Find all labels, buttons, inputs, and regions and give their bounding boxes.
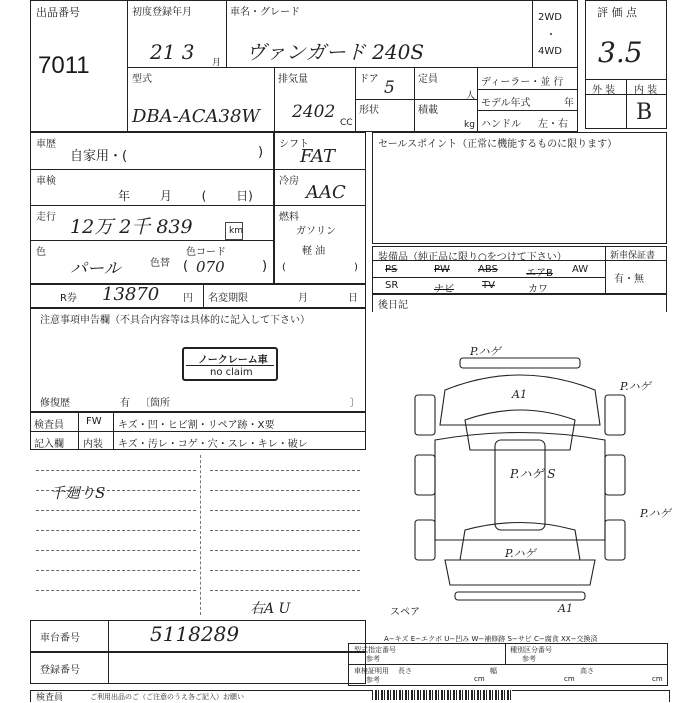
deadline-label: 名変期限 <box>208 293 248 304</box>
inspector-label-1: 検査員 <box>34 420 64 431</box>
history-value: 自家用・( <box>70 149 128 164</box>
sales-point-label: セールスポイント（正常に機能するものに限ります） <box>378 139 618 150</box>
length-label: 長さ <box>398 667 412 675</box>
width-unit: cm <box>564 675 575 683</box>
first-reg-label: 初度登録年月 <box>132 7 192 18</box>
type-ref: 参考 <box>522 655 536 663</box>
model-label: 型式 <box>132 74 152 85</box>
equip-tv: TV <box>482 280 495 291</box>
recycle-box <box>30 284 366 308</box>
recycle-label: R券 <box>60 293 77 304</box>
interior-insp-label: 内装 <box>83 439 103 450</box>
color-repaint-label: 色替 <box>150 258 170 269</box>
cert-box <box>348 664 668 686</box>
notes-label: 注意事項申告欄（不具合内容等は具体的に記入して下さい） <box>40 315 310 326</box>
inspector-label-2: 記入欄 <box>34 439 64 450</box>
remarks-header <box>372 294 667 312</box>
reg-label: 登録番号 <box>40 665 80 676</box>
spec-box <box>348 643 668 665</box>
inspection-value: 年 月 ( 日) <box>118 189 253 203</box>
repair-label: 修復歴 <box>40 398 70 409</box>
fuel-label: 燃料 <box>279 212 299 223</box>
chassis-value: 5118289 <box>150 622 240 646</box>
color-code-label: 色コード <box>186 247 226 258</box>
diag-label-1: P.ハゲ <box>470 345 501 358</box>
color-paren-close: ) <box>262 259 268 274</box>
type-label: 種別区分番号 <box>510 646 552 654</box>
mileage-value: 12万 2千 839 <box>70 216 193 238</box>
length-unit: cm <box>474 675 485 683</box>
shift-value: FAT <box>300 146 335 167</box>
remarks-line-1: 千廻りS <box>50 484 106 502</box>
first-reg-value: 21 3 <box>150 40 195 64</box>
footer-text: ご利用出品のご（ご注意のうえ各ご記入）お願い <box>90 693 244 701</box>
repair-value: 有 <box>120 398 130 409</box>
barcode <box>372 690 512 700</box>
fuel-diesel: 軽 油 <box>302 246 326 257</box>
dealer-label: ディーラー・並 行 <box>481 77 564 88</box>
color-label: 色 <box>36 247 46 258</box>
color-value: パール <box>70 259 121 279</box>
repair-close: 〕 <box>350 398 360 409</box>
diag-label-7: A1 <box>558 602 573 615</box>
mileage-label: 走行 <box>36 212 56 223</box>
drive-2wd: 2WD <box>538 12 562 23</box>
shape-label: 形状 <box>359 105 379 116</box>
diag-label-4: P.ハゲ S <box>510 467 556 481</box>
fuel-paren-close: ) <box>354 262 358 273</box>
color-paren-open: ( <box>183 259 189 274</box>
interior-items: キズ・汚レ・コゲ・穴・スレ・キレ・破レ <box>118 439 308 450</box>
reg-box <box>30 652 366 684</box>
legend: A−キズ E−エクボ U−凹み W−補修跡 S−サビ C−腐食 XX−交換済 <box>384 635 598 643</box>
equip-leather: カワ <box>528 284 548 295</box>
lot-no-value: 7011 <box>38 52 90 79</box>
equip-abs: ABS <box>478 264 498 275</box>
model-value: DBA-ACA38W <box>132 106 260 127</box>
recycle-unit: 円 <box>183 293 193 304</box>
color-code-value: 070 <box>196 258 225 276</box>
capacity-label: 定員 <box>418 74 438 85</box>
load-label: 積載 <box>418 105 438 116</box>
equipment-label: 装備品（純正品に限り○をつけて下さい） <box>378 252 567 263</box>
name-grade-label: 車名・グレード <box>230 7 300 18</box>
equip-sr: SR <box>385 280 399 291</box>
capacity-unit: 人 <box>466 91 476 101</box>
diag-label-3: P.ハゲ <box>620 380 651 393</box>
shift-label: シフト <box>279 139 309 150</box>
score-label: 評 価 点 <box>597 6 637 19</box>
interior-grade: B <box>636 100 653 125</box>
cert-label: 車検証明用 <box>354 667 389 675</box>
diag-label-2: A1 <box>512 388 527 401</box>
drive-dot: ・ <box>546 30 556 41</box>
warranty-value: 有・無 <box>614 274 644 285</box>
aircon-label: 冷房 <box>279 176 299 187</box>
model-year-label: モデル年式 <box>481 98 531 109</box>
spec-ref: 参考 <box>366 655 380 663</box>
warranty-label: 新車保証書 <box>610 251 656 261</box>
noclaim-jp: ノークレーム車 <box>198 355 268 366</box>
load-unit: kg <box>464 120 475 130</box>
score-value: 3.5 <box>598 36 643 69</box>
disp-unit: CC <box>340 118 353 128</box>
history-close: ) <box>258 145 264 160</box>
remarks-header-label: 後日記 <box>378 300 408 311</box>
chassis-label: 車台番号 <box>40 633 80 644</box>
door-value: 5 <box>384 78 395 98</box>
equip-pw: PW <box>434 264 450 275</box>
exterior-label: 外 装 <box>592 85 616 96</box>
diag-label-5: P.ハゲ <box>640 507 671 520</box>
fw-label: FW <box>86 416 102 427</box>
interior-label: 内 装 <box>634 85 658 96</box>
name-grade-value: ヴァンガード 240S <box>246 40 425 64</box>
remarks-line-2: 右A U <box>250 601 291 617</box>
fuel-gasoline: ガソリン <box>296 226 336 237</box>
equip-navi: ナビ <box>434 284 454 295</box>
model-year-unit: 年 <box>564 98 574 109</box>
disp-label: 排気量 <box>278 74 308 85</box>
deadline-day: 日 <box>348 293 358 304</box>
drive-4wd: 4WD <box>538 46 562 57</box>
height-label: 高さ <box>580 667 594 675</box>
height-unit: cm <box>652 675 663 683</box>
cert-ref: 参考 <box>366 676 380 684</box>
recycle-value: 13870 <box>102 284 160 305</box>
disp-value: 2402 <box>292 102 336 122</box>
mileage-unit: km <box>229 226 243 236</box>
handle-value: 左・右 <box>538 119 568 130</box>
fuel-paren-open: ( <box>282 262 286 273</box>
handle-label: ハンドル <box>481 119 521 130</box>
history-label: 車歴 <box>36 139 56 150</box>
repair-bracket: 〔箇所 <box>140 398 170 409</box>
deadline-month: 月 <box>298 293 308 304</box>
diag-label-6: P.ハゲ <box>505 547 536 560</box>
footer-label: 検査員 <box>36 693 64 703</box>
equip-airbag: エアB <box>526 268 553 279</box>
aircon-value: AAC <box>306 182 346 203</box>
spec-label: 型式指定番号 <box>354 646 396 654</box>
door-label: ドア <box>359 74 379 85</box>
noclaim-en: no claim <box>210 367 253 378</box>
equip-aw: AW <box>572 264 589 275</box>
width-label: 幅 <box>490 667 497 675</box>
lot-no-label: 出品番号 <box>36 6 80 19</box>
equip-ps: PS <box>385 264 398 275</box>
spare-label: スペア <box>390 607 420 618</box>
fw-items: キズ・凹・ヒビ割・リペア跡・X要 <box>118 420 275 431</box>
first-reg-month-unit: 月 <box>212 58 222 68</box>
inspection-label: 車検 <box>36 176 56 187</box>
